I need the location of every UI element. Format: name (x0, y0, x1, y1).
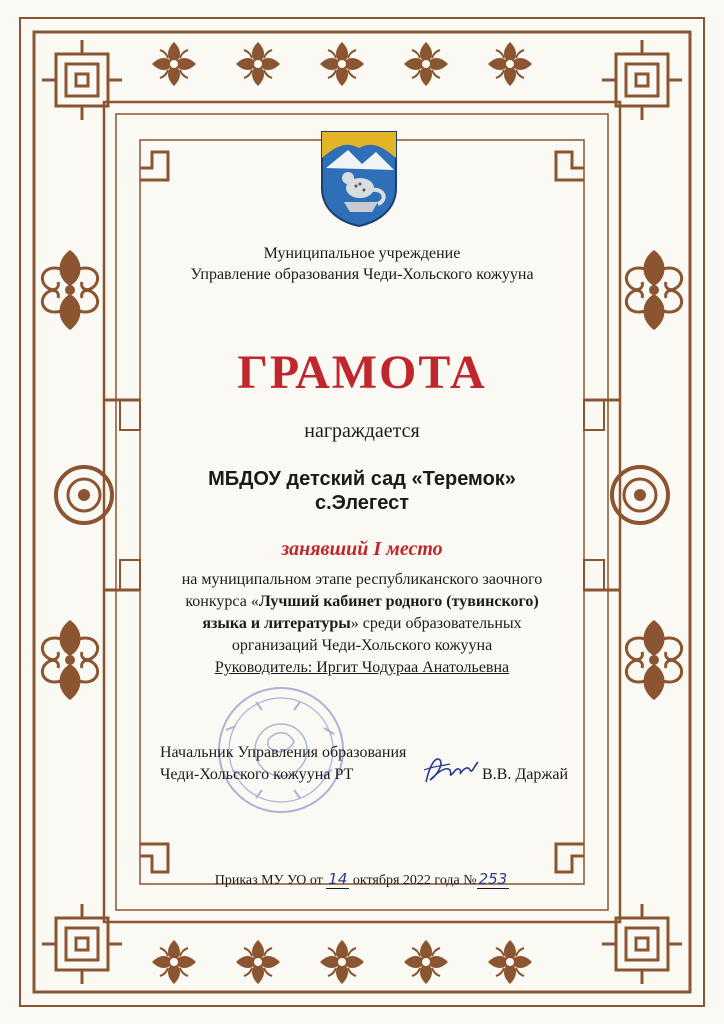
description-line1: на муниципальном этапе республиканского заочного (181, 571, 543, 588)
description-line2 (0, 593, 724, 611)
description-line2-prefix: конкурса « (185, 593, 259, 610)
signatory-title-line2: Чеди-Хольского кожууна РТ (160, 766, 354, 783)
awarded-text: награждается (304, 420, 420, 442)
order-middle: октября 2022 года № (349, 873, 477, 888)
recipient-name: МБДОУ детский сад «Теремок» (208, 468, 516, 490)
supervisor-line: Руководитель: Иргит Чодураа Анатольевна (214, 659, 510, 676)
org-name-line1: Муниципальное учреждение (263, 245, 461, 262)
contest-name-part1: Лучший кабинет родного (тувинского) (258, 593, 539, 610)
order-day-handwritten: 14 (328, 870, 348, 888)
coat-of-arms-icon (318, 128, 400, 228)
org-name-line2: Управление образования Чеди-Хольского кожууна (190, 266, 534, 283)
description-line3-suffix: » среди образовательных (350, 615, 522, 632)
certificate-title: ГРАМОТА (237, 346, 487, 399)
order-number-handwritten: 253 (478, 870, 508, 888)
handwritten-signature-icon (420, 752, 482, 788)
place-text: занявший I место (281, 538, 443, 560)
signatory-name: В.В. Даржай (482, 766, 569, 783)
recipient-location: с.Элегест (314, 492, 410, 514)
description-line4: организаций Чеди-Хольского кожууна (231, 637, 493, 654)
description-line3 (0, 615, 724, 633)
order-prefix: Приказ МУ УО от (214, 873, 327, 888)
order-reference (0, 870, 724, 889)
contest-name-part2: языка и литературы (202, 615, 351, 632)
signatory-title-line1: Начальник Управления образования (160, 744, 407, 761)
